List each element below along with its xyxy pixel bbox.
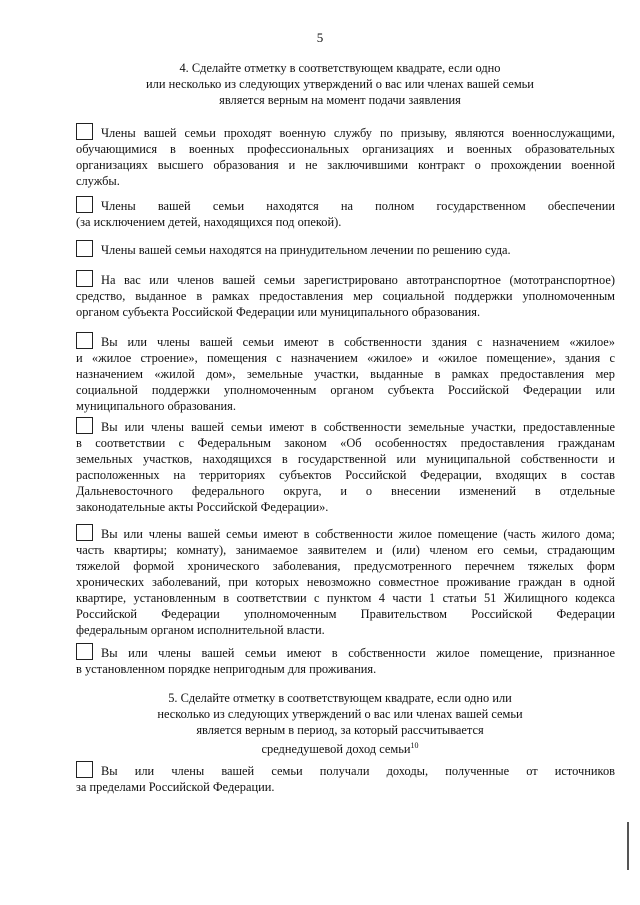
statement-line: Члены вашей семьи находятся на принудительном лечении по решению суда. [101, 243, 511, 257]
footnote-marker: 10 [410, 741, 419, 750]
statement-item [76, 272, 615, 320]
statement-line: организациях высшего образования и не заключившими контракт о прохождении военной [76, 158, 615, 172]
statement-line: часть квартиры; комнату), занимаемое заявителем и (или) членом его семьи, страдающим [76, 543, 615, 557]
heading-line: 5. Сделайте отметку в соответствующем квадрате, если одно или [168, 691, 512, 705]
statement-item [76, 334, 615, 414]
statement-line: в соответствии с Федеральным законом «Об особенностях предоставления гражданам [76, 436, 615, 450]
statement-line: назначением «жилой дом», земельные участки, выданные в рамках предоставления мер [76, 367, 615, 381]
statement-line: и «жилое строение», помещения с назначением «жилое» и «жилое помещение», здания с [76, 351, 615, 365]
statement-line: расположенных на территориях субъектов Российской Федерации, входящих в состав [76, 468, 615, 482]
statement-line: законодательные акты Российской Федерации». [76, 500, 329, 514]
statement-line: тяжелой формой хронического заболевания, предусмотренного перечнем тяжелых форм [76, 559, 615, 573]
statement-line: Члены вашей семьи находятся на полном государственном обеспечении [101, 199, 615, 213]
statement-item [76, 419, 615, 515]
section-4-heading [60, 60, 620, 108]
heading-line: среднедушевой доход семьи$^{10}$ [261, 741, 419, 756]
statement-item [76, 242, 615, 258]
statement-line: Вы или члены вашей семьи имеют в собственности жилое помещение (часть жилого дома; [101, 527, 615, 541]
statement-line: службы. [76, 174, 120, 188]
statement-line: Вы или члены вашей семьи получали доходы, полученные от источников [101, 764, 615, 778]
statement-line: обучающимися в военных профессиональных организациях и военных образовательных [76, 142, 615, 156]
statement-line: Члены вашей семьи проходят военную службу по призыву, являются военнослужащими, [101, 126, 615, 140]
statement-line: (за исключением детей, находящихся под опекой). [76, 215, 342, 229]
statement-line: хронических заболеваний, при которых невозможно совместное проживание граждан в одной [76, 575, 615, 589]
statement-line: Вы или члены вашей семьи имеют в собственности жилое помещение, признанное [101, 646, 615, 660]
statement-line: средство, выданное в рамках предоставления мер социальной поддержки уполномоченным [76, 289, 615, 303]
page-number: 5 [316, 30, 324, 45]
heading-line: или несколько из следующих утверждений о вас или членах вашей семьи [146, 77, 534, 91]
statement-line: земельных участков, находящихся в государственной или муниципальной собственности и [76, 452, 615, 466]
statement-line: в установленном порядке непригодным для проживания. [76, 662, 377, 676]
statement-line: Вы или члены вашей семьи имеют в собственности земельные участки, предоставленные [101, 420, 615, 434]
statement-item [76, 763, 615, 795]
scan-edge-mark [627, 822, 629, 870]
statement-line: Вы или члены вашей семьи имеют в собственности здания с назначением «жилое» [101, 335, 615, 349]
statement-line: муниципального образования. [76, 399, 236, 413]
heading-line: является верным в период, за который рассчитывается [196, 723, 484, 737]
statement-item [76, 125, 615, 189]
heading-line: 4. Сделайте отметку в соответствующем квадрате, если одно [179, 61, 501, 75]
statement-item [76, 198, 615, 230]
section-5-heading [60, 690, 620, 757]
statement-item [76, 526, 615, 638]
statement-line: Российской Федерации уполномоченным Правительством Российской Федерации [76, 607, 615, 621]
statement-item [76, 645, 615, 677]
statement-line: федеральным органом исполнительной власти. [76, 623, 325, 637]
statement-line: Дальневосточного федерального округа, и о внесении изменений в отдельные [76, 484, 615, 498]
heading-line: является верным на момент подачи заявления [219, 93, 461, 107]
statement-line: органом субъекта Российской Федерации или муниципального образования. [76, 305, 481, 319]
statement-line: На вас или членов вашей семьи зарегистрировано автотранспортное (мототранспортное) [101, 273, 615, 287]
statement-line: за пределами Российской Федерации. [76, 780, 275, 794]
statement-line: социальной поддержки уполномоченным органом субъекта Российской Федерации или [76, 383, 615, 397]
heading-line: несколько из следующих утверждений о вас или членах вашей семьи [157, 707, 523, 721]
statement-line: квартире, установленным в соответствии с пунктом 4 части 1 статьи 51 Жилищного кодекса [76, 591, 615, 605]
